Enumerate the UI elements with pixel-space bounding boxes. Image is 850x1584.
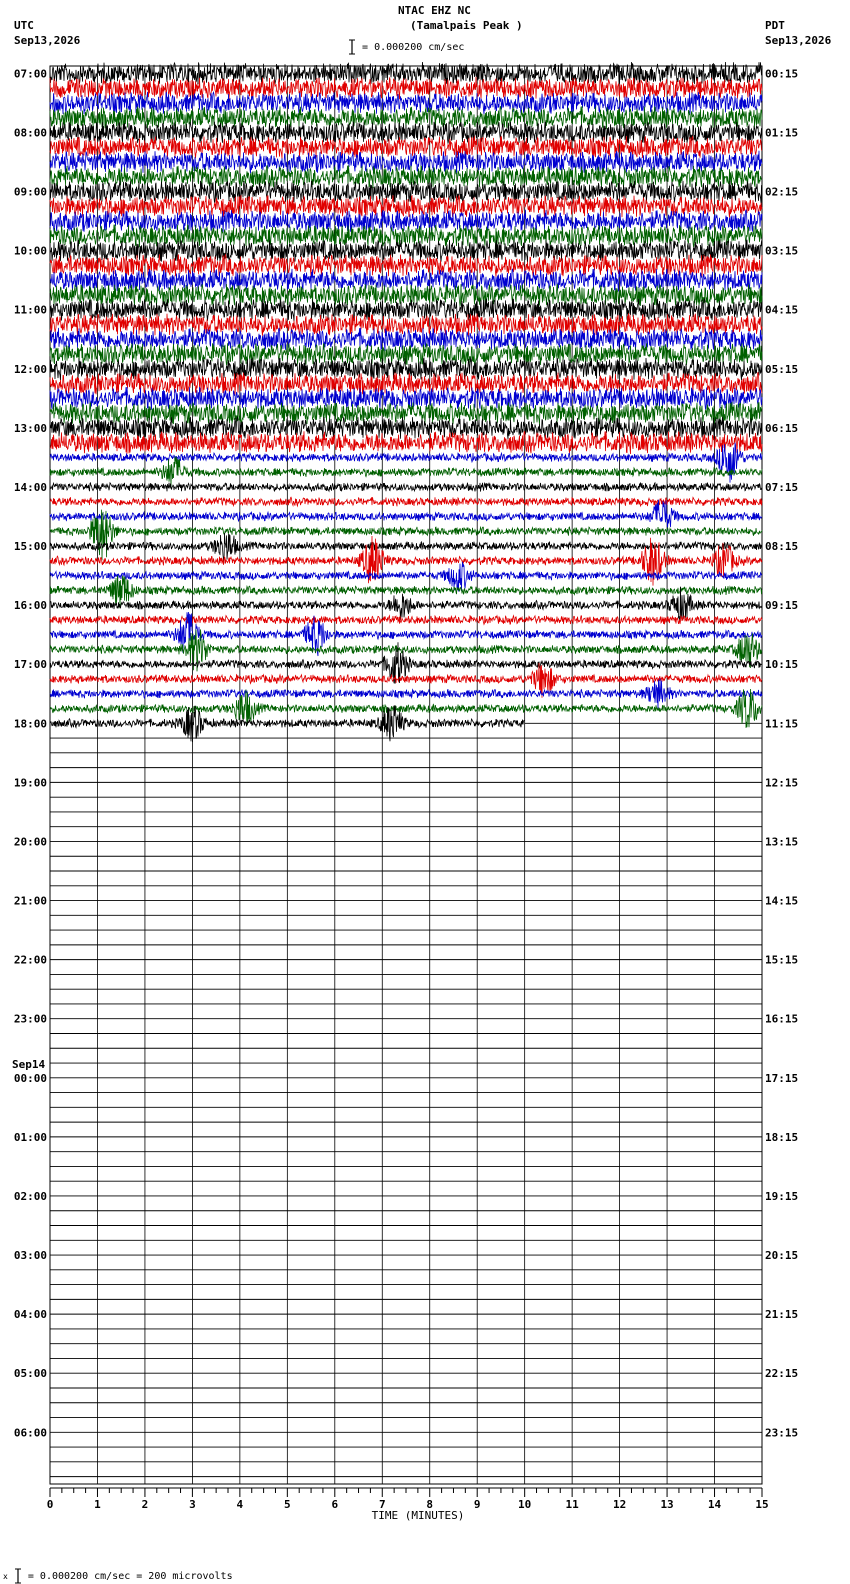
x-tick-label: 2 — [141, 1498, 149, 1511]
right-hour-label: 07:15 — [765, 480, 799, 494]
seismic-trace — [50, 483, 762, 492]
x-tick-label: 10 — [518, 1498, 532, 1511]
left-hour-label: 17:00 — [13, 658, 47, 672]
left-hour-label: 12:00 — [13, 362, 47, 376]
x-tick-label: 1 — [94, 1498, 101, 1511]
x-tick-label: 5 — [284, 1498, 291, 1511]
left-date: Sep13,2026 — [14, 34, 81, 47]
seismic-trace — [50, 402, 762, 425]
right-hour-label: 14:15 — [765, 894, 799, 908]
left-hour-label: 02:00 — [13, 1189, 47, 1203]
right-hour-label: 09:15 — [765, 599, 799, 613]
left-hour-label: 19:00 — [13, 776, 47, 790]
right-hour-label: 01:15 — [765, 126, 799, 140]
right-hour-label: 15:15 — [765, 953, 799, 967]
right-hour-label: 16:15 — [765, 1012, 799, 1026]
right-hour-label: 23:15 — [765, 1426, 799, 1440]
x-axis-label: TIME (MINUTES) — [371, 1509, 465, 1522]
left-hour-label: 06:00 — [13, 1426, 47, 1440]
right-hour-label: 08:15 — [765, 540, 799, 554]
left-hour-label: 18:00 — [13, 717, 47, 731]
left-hour-label: 04:00 — [13, 1308, 47, 1322]
left-hour-label: 14:00 — [13, 480, 47, 494]
right-hour-label: 11:15 — [765, 717, 799, 731]
seismic-trace — [50, 616, 762, 625]
seismic-trace — [50, 313, 762, 336]
station-title: NTAC EHZ NC — [398, 4, 471, 17]
x-tick-label: 4 — [236, 1498, 244, 1511]
x-tick-label: 15 — [755, 1498, 769, 1511]
left-hour-label: 13:00 — [13, 421, 47, 435]
right-hour-label: 22:15 — [765, 1367, 799, 1381]
station-location: (Tamalpais Peak ) — [410, 19, 523, 32]
left-hour-label: 21:00 — [13, 894, 47, 908]
left-hour-label: 11:00 — [13, 303, 47, 317]
seismic-trace — [50, 195, 762, 217]
right-hour-label: 04:15 — [765, 303, 799, 317]
left-hour-label: 00:00 — [13, 1071, 47, 1085]
right-hour-label: 12:15 — [765, 776, 799, 790]
left-hour-label: 22:00 — [13, 953, 47, 967]
x-tick-label: 3 — [189, 1498, 196, 1511]
x-tick-label: 9 — [473, 1498, 481, 1511]
left-hour-label: 10:00 — [13, 244, 47, 258]
date-change-label: Sep14 — [12, 1057, 46, 1071]
x-tick-label: 11 — [565, 1498, 579, 1511]
x-tick-label: 8 — [426, 1498, 434, 1511]
seismic-trace — [50, 431, 762, 454]
seismic-trace — [50, 122, 762, 144]
scale-legend-text: = 0.000200 cm/sec — [362, 42, 465, 53]
left-hour-label: 07:00 — [13, 67, 47, 81]
seismic-trace — [50, 328, 762, 351]
left-hour-label: 01:00 — [13, 1130, 47, 1144]
footer-scale — [3, 1568, 233, 1584]
right-timezone: PDT — [765, 19, 785, 32]
seismic-trace — [50, 254, 762, 277]
left-hour-label: 09:00 — [13, 185, 47, 199]
trace-layer — [50, 62, 762, 742]
footer-mark-icon: x — [3, 1572, 8, 1581]
right-hour-label: 03:15 — [765, 244, 799, 258]
x-tick-label: 6 — [331, 1498, 339, 1511]
right-hour-label: 00:15 — [765, 67, 799, 81]
left-hour-label: 16:00 — [13, 599, 47, 613]
x-tick-label: 14 — [707, 1498, 722, 1511]
left-hour-label: 20:00 — [13, 835, 47, 849]
right-date: Sep13,2026 — [765, 34, 832, 47]
left-hour-label: 23:00 — [13, 1012, 47, 1026]
right-hour-label: 06:15 — [765, 421, 799, 435]
left-hour-label: 08:00 — [13, 126, 47, 140]
x-tick-label: 0 — [46, 1498, 54, 1511]
right-hour-label: 19:15 — [765, 1189, 799, 1203]
x-tick-label: 7 — [378, 1498, 386, 1511]
right-hour-label: 13:15 — [765, 835, 799, 849]
left-hour-label: 05:00 — [13, 1367, 47, 1381]
right-hour-label: 10:15 — [765, 658, 799, 672]
right-hour-label: 02:15 — [765, 185, 799, 199]
right-hour-label: 18:15 — [765, 1130, 799, 1144]
right-hour-label: 05:15 — [765, 362, 799, 376]
right-hour-label: 21:15 — [765, 1308, 799, 1322]
seismic-trace — [50, 372, 762, 395]
left-hour-label: 15:00 — [13, 540, 47, 554]
footer-scale-bar-icon — [14, 1568, 22, 1584]
left-hour-label: 03:00 — [13, 1249, 47, 1263]
right-hour-label: 17:15 — [765, 1071, 799, 1085]
left-timezone: UTC — [14, 19, 34, 32]
x-tick-label: 13 — [660, 1498, 674, 1511]
right-hour-label: 20:15 — [765, 1249, 799, 1263]
x-tick-label: 12 — [612, 1498, 627, 1511]
footer-scale-text: = 0.000200 cm/sec = 200 microvolts — [27, 1571, 233, 1582]
seismic-trace — [50, 678, 762, 710]
